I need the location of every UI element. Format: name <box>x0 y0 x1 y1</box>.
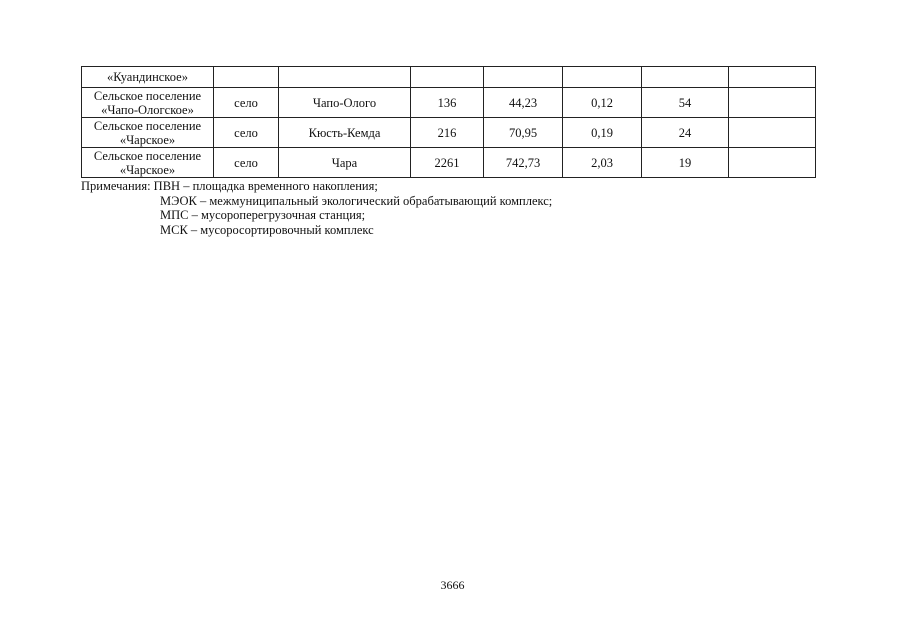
settlement-name-line: «Чапо-Ологское» <box>101 102 194 117</box>
note-line: МПС – мусороперегрузочная станция; <box>160 208 366 222</box>
notes-lead-line: Примечания: ПВН – площадка временного накопления; <box>81 179 378 193</box>
table-row <box>82 88 816 118</box>
value-cell-5 <box>729 148 816 178</box>
value-cell-5 <box>729 118 816 148</box>
page-number: 3666 <box>440 578 465 592</box>
locality-name-cell: Чара <box>279 148 411 178</box>
value-cell-4: 24 <box>642 118 729 148</box>
settlement-cell <box>82 67 214 88</box>
value-cell-2: 742,73 <box>484 148 563 178</box>
locality-name-cell <box>279 67 411 88</box>
locality-type-cell: село <box>214 118 279 148</box>
value-cell-3: 0,19 <box>563 118 642 148</box>
settlement-name-line: «Чарское» <box>119 132 176 147</box>
value-cell-1: 216 <box>411 118 484 148</box>
value-cell-1 <box>411 67 484 88</box>
settlement-name-line: «Чарское» <box>119 162 176 177</box>
locality-type-cell: село <box>214 88 279 118</box>
settlement-cell <box>82 148 214 178</box>
settlement-kind-line: Сельское поселение <box>93 118 202 133</box>
value-cell-3 <box>563 67 642 88</box>
value-cell-4: 54 <box>642 88 729 118</box>
table-row <box>82 67 816 88</box>
value-cell-4 <box>642 67 729 88</box>
value-cell-5 <box>729 88 816 118</box>
value-cell-2: 44,23 <box>484 88 563 118</box>
settlement-name-line: «Куандинское» <box>107 70 188 84</box>
settlement-cell <box>82 88 214 118</box>
table-row <box>82 118 816 148</box>
settlement-kind-line: Сельское поселение <box>93 88 202 103</box>
locality-type-cell <box>214 67 279 88</box>
settlement-kind-line: Сельское поселение <box>93 148 202 163</box>
settlement-cell <box>82 118 214 148</box>
table-row <box>82 148 816 178</box>
locality-type-cell: село <box>214 148 279 178</box>
value-cell-3: 0,12 <box>563 88 642 118</box>
locality-name-cell: Чапо-Олого <box>279 88 411 118</box>
value-cell-2: 70,95 <box>484 118 563 148</box>
value-cell-5 <box>729 67 816 88</box>
value-cell-2 <box>484 67 563 88</box>
value-cell-1: 136 <box>411 88 484 118</box>
note-line: МЭОК – межмуниципальный экологический обрабатывающий комплекс; <box>160 193 553 208</box>
value-cell-4: 19 <box>642 148 729 178</box>
settlement-table <box>81 66 816 178</box>
notes-block <box>81 179 552 237</box>
note-line: МСК – мусоросортировочный комплекс <box>160 222 374 237</box>
locality-name-cell: Кюсть-Кемда <box>279 118 411 148</box>
value-cell-3: 2,03 <box>563 148 642 178</box>
value-cell-1: 2261 <box>411 148 484 178</box>
